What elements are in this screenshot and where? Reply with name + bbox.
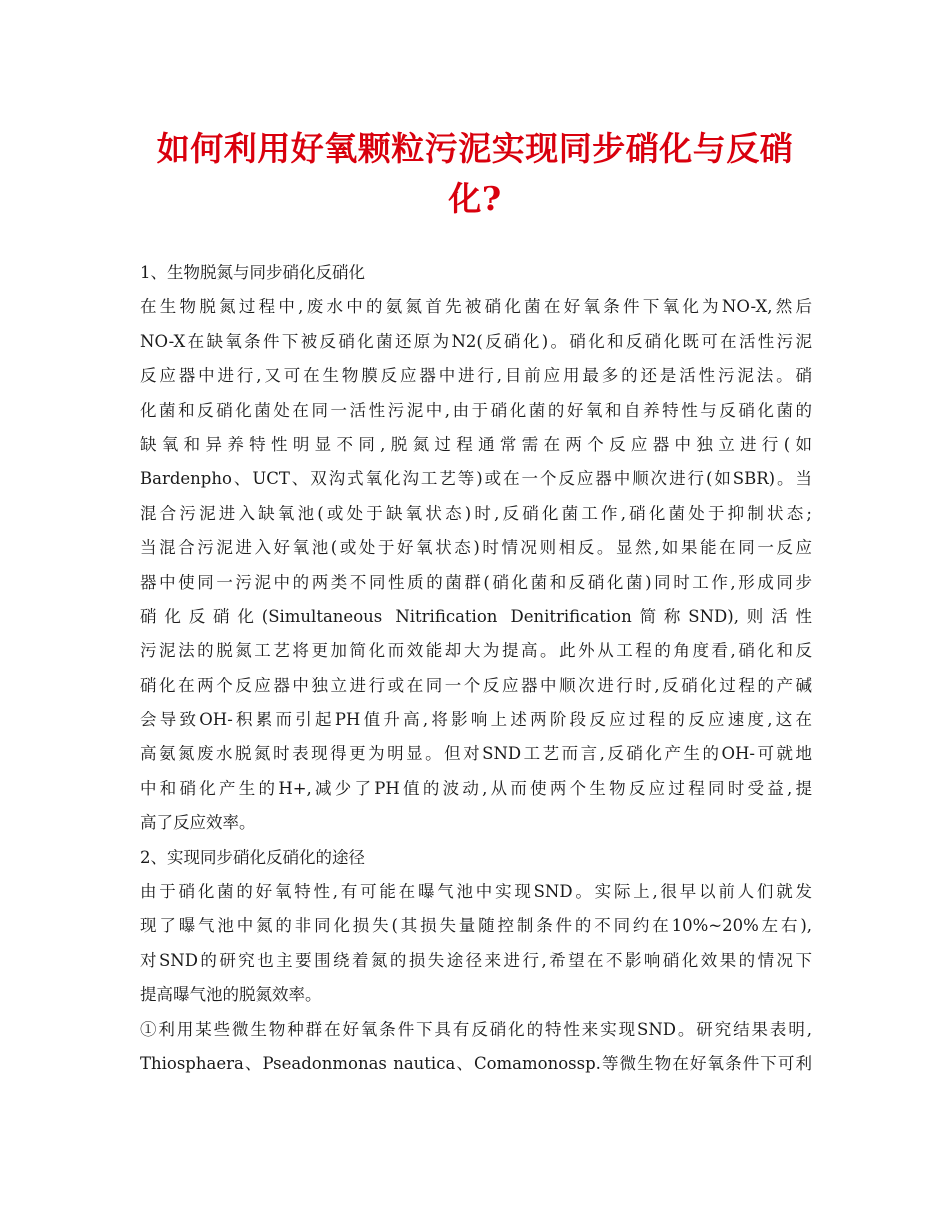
paragraph-line: 由于硝化菌的好氧特性,有可能在曝气池中实现SND。实际上,很早以前人们就发 — [140, 882, 812, 902]
paragraph-line: 提高曝气池的脱氮效率。 — [140, 985, 322, 1005]
paragraph-line: 化菌和反硝化菌处在同一活性污泥中,由于硝化菌的好氧和自养特性与反硝化菌的 — [140, 400, 812, 420]
paragraph-line: ①利用某些微生物种群在好氧条件下具有反硝化的特性来实现SND。研究结果表明, — [140, 1019, 812, 1039]
paragraph-line: 器中使同一污泥中的两类不同性质的菌群(硝化菌和反硝化菌)同时工作,形成同步 — [140, 572, 812, 592]
paragraph-line: Thiosphaera、Pseadonmonas nautica、Comamonossp.等微生物在好氧条件下可利 — [140, 1053, 812, 1073]
paragraph-line: 对SND的研究也主要围绕着氮的损失途径来进行,希望在不影响硝化效果的情况下 — [140, 950, 812, 970]
paragraph-line: 缺氧和异养特性明显不同,脱氮过程通常需在两个反应器中独立进行(如 — [140, 434, 812, 454]
paragraph-line: NO-X在缺氧条件下被反硝化菌还原为N2(反硝化)。硝化和反硝化既可在活性污泥 — [140, 331, 812, 351]
paragraph-line: 会导致OH-积累而引起PH值升高,将影响上述两阶段反应过程的反应速度,这在 — [140, 710, 812, 730]
paragraph-line: 高氨氮废水脱氮时表现得更为明显。但对SND工艺而言,反硝化产生的OH-可就地 — [140, 744, 812, 764]
paragraph-line: 高了反应效率。 — [140, 813, 256, 833]
title-line-1: 如何利用好氧颗粒污泥实现同步硝化与反硝 — [156, 129, 794, 168]
paragraph-line: 当混合污泥进入好氧池(或处于好氧状态)时情况则相反。显然,如果能在同一反应 — [140, 538, 812, 558]
title-line-2: 化? — [448, 179, 502, 218]
paragraph-line: 现了曝气池中氮的非同化损失(其损失量随控制条件的不同约在10%~20%左右), — [140, 916, 812, 936]
paragraph-line: 反应器中进行,又可在生物膜反应器中进行,目前应用最多的还是活性污泥法。硝 — [140, 366, 812, 386]
paragraph-line: Bardenpho、UCT、双沟式氧化沟工艺等)或在一个反应器中顺次进行(如SBR)。当 — [140, 469, 812, 489]
document-title — [140, 124, 810, 224]
section-heading-2: 2、实现同步硝化反硝化的途径 — [140, 847, 365, 867]
paragraph-line: 硝化反硝化(Simultaneous Nitrification Denitrification简称SND),则活性 — [140, 606, 812, 626]
paragraph-line: 混合污泥进入缺氧池(或处于缺氧状态)时,反硝化菌工作,硝化菌处于抑制状态; — [140, 503, 812, 523]
paragraph-line: 在生物脱氮过程中,废水中的氨氮首先被硝化菌在好氧条件下氧化为NO-X,然后 — [140, 297, 812, 317]
paragraph-line: 污泥法的脱氮工艺将更加简化而效能却大为提高。此外从工程的角度看,硝化和反 — [140, 641, 812, 661]
paragraph-line: 硝化在两个反应器中独立进行或在同一个反应器中顺次进行时,反硝化过程的产碱 — [140, 675, 812, 695]
paragraph-line: 中和硝化产生的H+,减少了PH值的波动,从而使两个生物反应过程同时受益,提 — [140, 778, 812, 798]
document-body — [140, 256, 812, 1081]
section-heading-1: 1、生物脱氮与同步硝化反硝化 — [140, 263, 365, 282]
